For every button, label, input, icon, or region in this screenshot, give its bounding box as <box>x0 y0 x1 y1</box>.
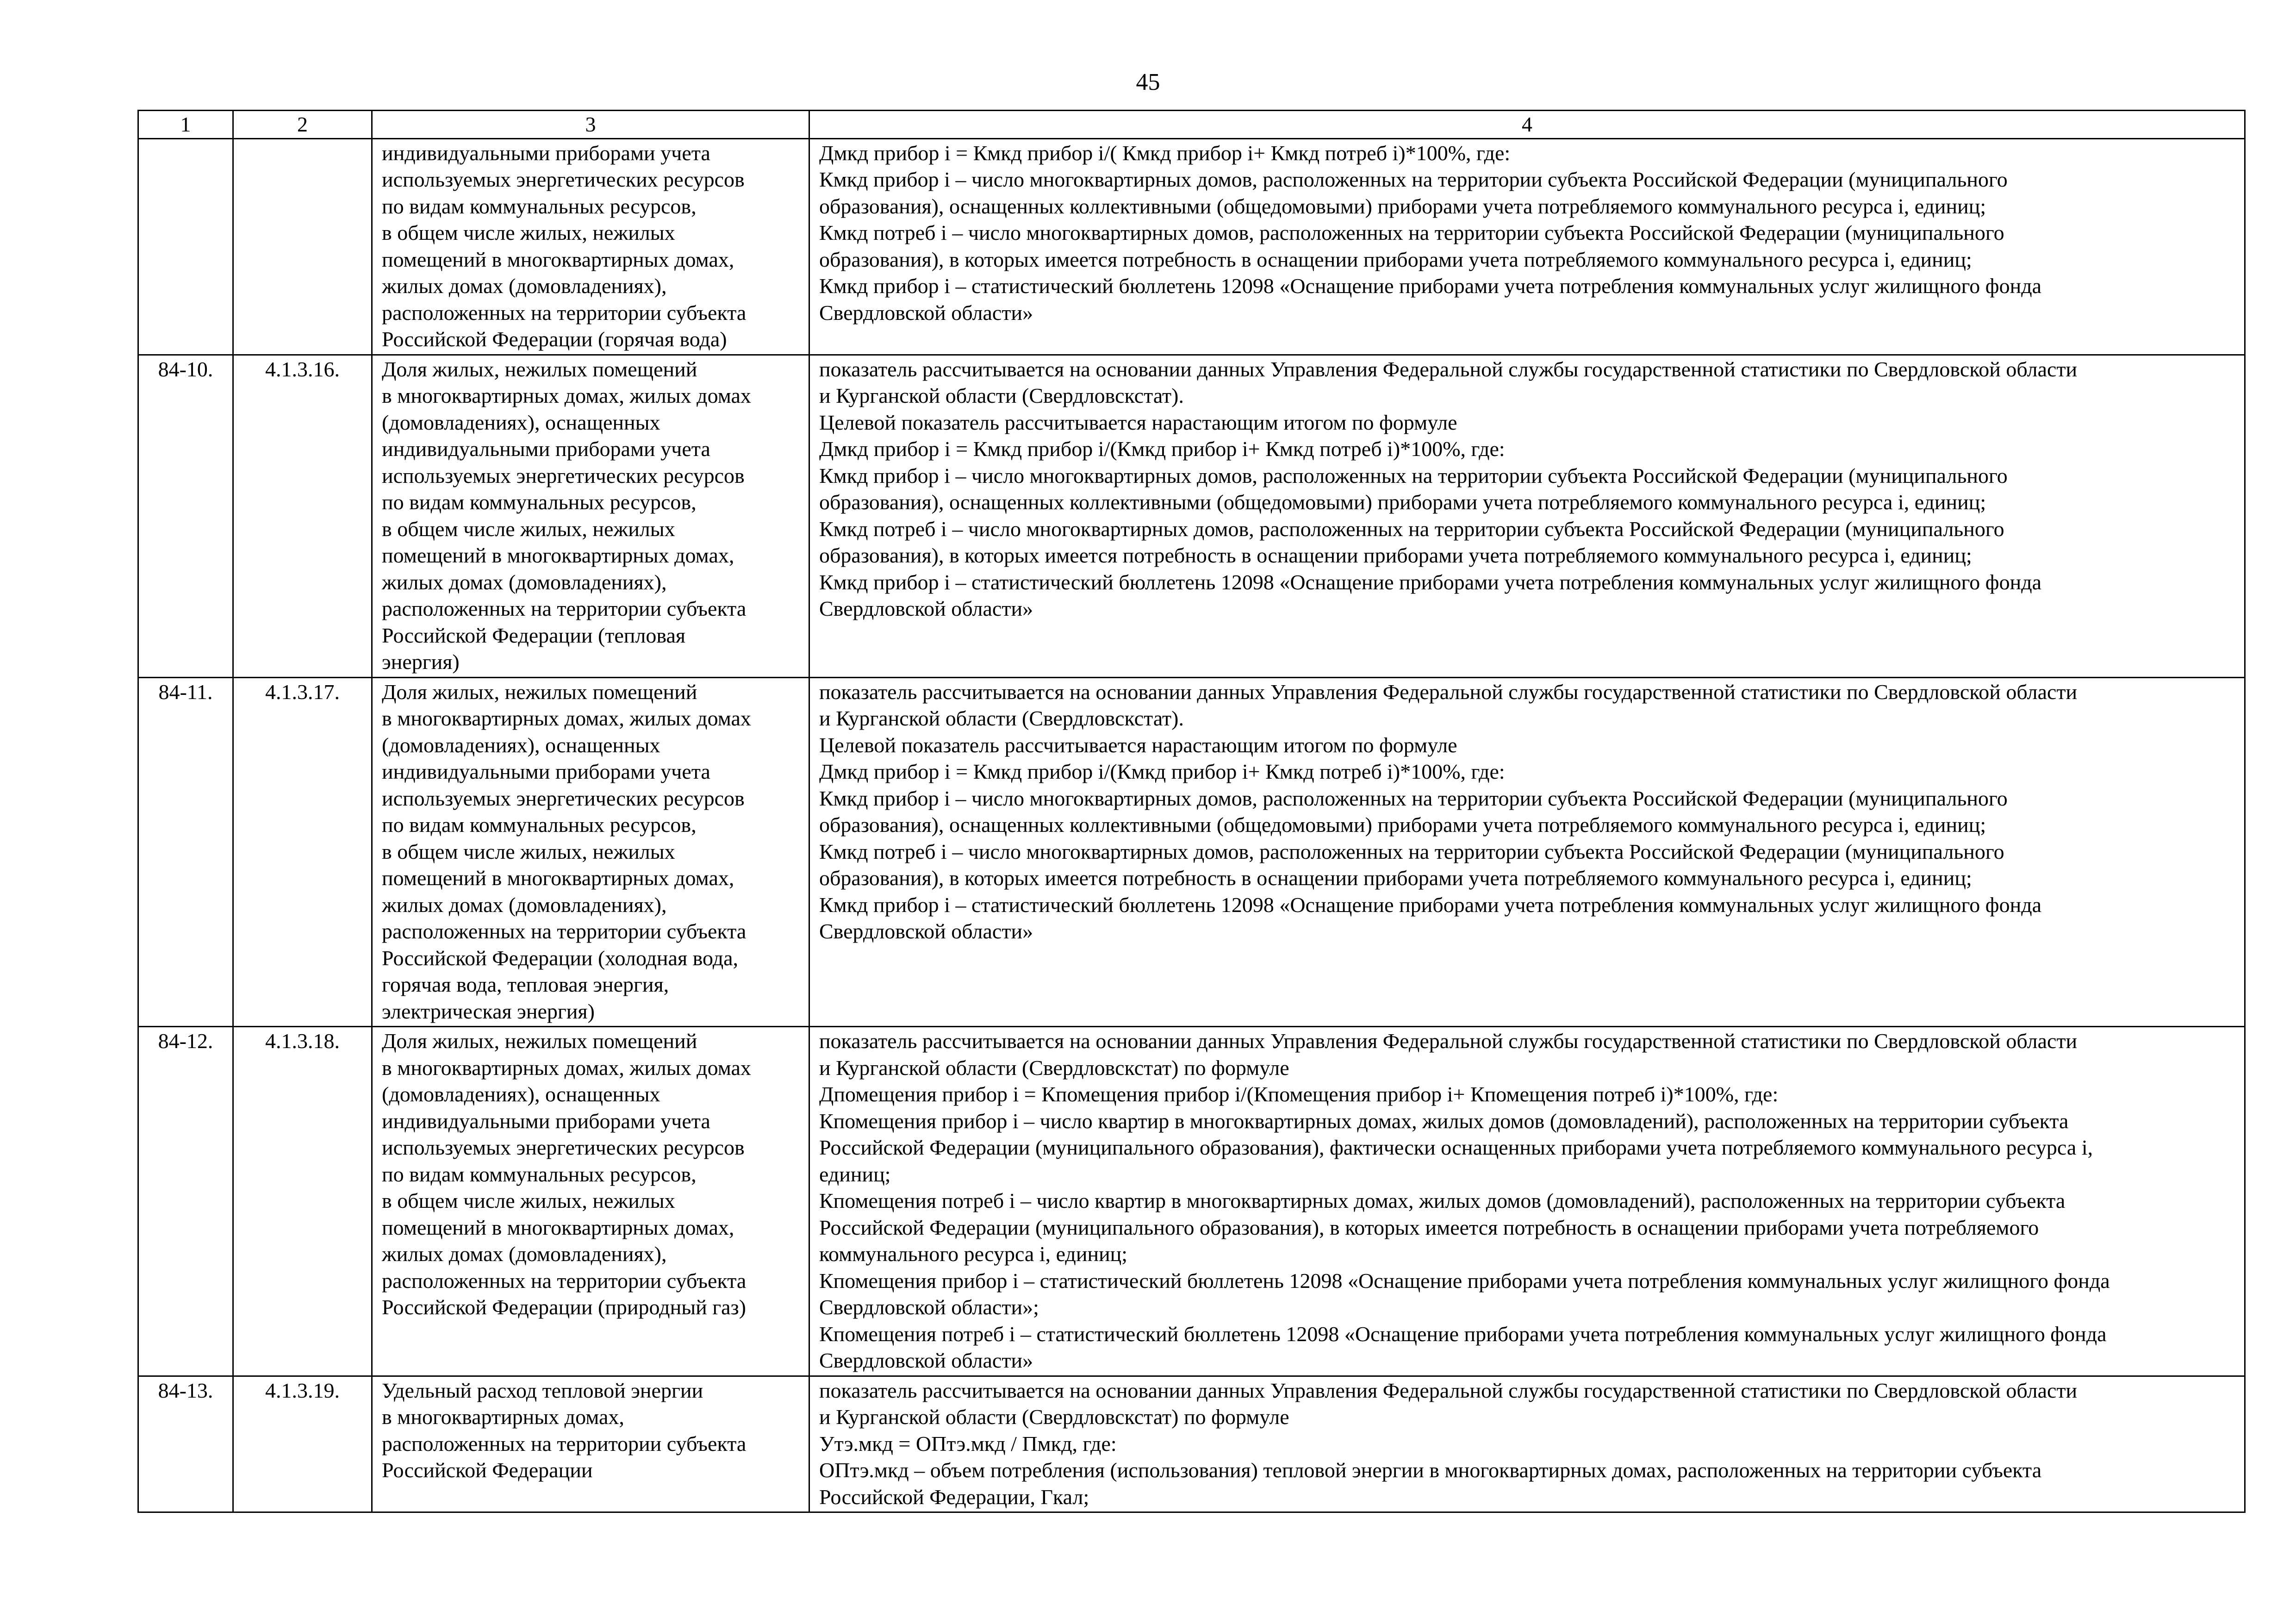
calculation-method-line: Свердловской области» <box>819 1349 1033 1372</box>
calculation-method-line: Российской Федерации (муниципального образования), фактически оснащенных приборами учета потребляемого коммунального ресурса i, <box>819 1136 2093 1159</box>
indicator-name-line: жилых домах (домовладениях), <box>382 893 667 917</box>
calculation-method-line: Кпомещения потреб i – статистический бюллетень 12098 «Оснащение приборами учета потребления коммунальных услуг жилищного фонда <box>819 1322 2107 1346</box>
indicator-name-line: жилых домах (домовладениях), <box>382 570 667 594</box>
indicator-name-line: в общем числе жилых, нежилых <box>382 517 675 541</box>
header-cell-1: 1 <box>138 111 233 139</box>
calculation-method-line: образования), оснащенных коллективными (общедомовыми) приборами учета потребляемого коммунального ресурса i, единиц; <box>819 194 1986 218</box>
calculation-method-line: и Курганской области (Свердловскстат) по формуле <box>819 1405 1289 1429</box>
indicator-table <box>137 110 2246 1513</box>
calculation-method-line: единиц; <box>819 1162 891 1186</box>
indicator-name-cell <box>372 1027 809 1376</box>
indicator-code-cell <box>233 138 372 355</box>
calculation-method-line: Целевой показатель рассчитывается нарастающим итогом по формуле <box>819 410 1457 434</box>
calculation-method-line: Кмкд потреб i – число многоквартирных домов, расположенных на территории субъекта Российской Федерации (муниципального <box>819 839 2004 863</box>
calculation-method-line: показатель рассчитывается на основании данных Управления Федеральной службы государственной статистики по Свердловской области <box>819 1378 2078 1402</box>
calculation-method-line: Свердловской области» <box>819 597 1033 620</box>
calculation-method-line: образования), оснащенных коллективными (общедомовыми) приборами учета потребляемого коммунального ресурса i, единиц; <box>819 490 1986 514</box>
page-number: 45 <box>1136 69 1160 95</box>
indicator-name-line: Доля жилых, нежилых помещений <box>382 357 697 381</box>
indicator-name-line: помещений в многоквартирных домах, <box>382 1215 734 1239</box>
row-number-cell <box>138 138 233 355</box>
indicator-name-line: Доля жилых, нежилых помещений <box>382 680 697 704</box>
header-cell-3: 3 <box>372 111 809 139</box>
indicator-name-line: Российской Федерации (тепловая <box>382 623 686 647</box>
indicator-name-line: индивидуальными приборами учета <box>382 1109 710 1133</box>
calculation-method-cell <box>809 138 2245 355</box>
indicator-name-line: в многоквартирных домах, жилых домах <box>382 706 751 730</box>
calculation-method-line: и Курганской области (Свердловскстат). <box>819 706 1184 730</box>
calculation-method-line: образования), оснащенных коллективными (общедомовыми) приборами учета потребляемого коммунального ресурса i, единиц; <box>819 813 1986 837</box>
header-cell-2: 2 <box>233 111 372 139</box>
indicator-name-line: горячая вода, тепловая энергия, <box>382 973 669 996</box>
indicator-name-line: Доля жилых, нежилых помещений <box>382 1029 697 1053</box>
table-row <box>138 138 2245 355</box>
calculation-method-line: Кпомещения прибор i – статистический бюллетень 12098 «Оснащение приборами учета потребления коммунальных услуг жилищного фонда <box>819 1268 2110 1293</box>
table-body <box>138 111 2245 1512</box>
table-row <box>138 355 2245 677</box>
calculation-method-line: и Курганской области (Свердловскстат). <box>819 384 1184 407</box>
table-row <box>138 677 2245 1027</box>
indicator-name-line: расположенных на территории субъекта <box>382 300 747 325</box>
indicator-name-cell <box>372 138 809 355</box>
calculation-method-line: ОПтэ.мкд – объем потребления (использования) тепловой энергии в многоквартирных домах, расположенных на территории субъекта <box>819 1458 2042 1482</box>
indicator-name-line: энергия) <box>382 650 460 674</box>
table-row <box>138 1027 2245 1376</box>
calculation-method-line: Дмкд прибор i = Кмкд прибор i/(Кмкд прибор i+ Кмкд потреб i)*100%, где: <box>819 760 1505 783</box>
calculation-method-line: Кпомещения прибор i – число квартир в многоквартирных домах, жилых домов (домовладений), расположенных на территории субъекта <box>819 1109 2069 1133</box>
indicator-name-line: Российской Федерации (горячая вода) <box>382 327 727 351</box>
indicator-name-cell <box>372 1376 809 1512</box>
indicator-name-line: в многоквартирных домах, жилых домах <box>382 1056 751 1080</box>
table-header-row <box>138 111 2245 139</box>
calculation-method-cell <box>809 677 2245 1027</box>
indicator-name-line: индивидуальными приборами учета <box>382 141 710 165</box>
indicator-name-line: в многоквартирных домах, жилых домах <box>382 384 751 407</box>
indicator-name-line: по видам коммунальных ресурсов, <box>382 194 697 218</box>
calculation-method-line: Свердловской области» <box>819 300 1033 325</box>
indicator-name-cell <box>372 355 809 677</box>
calculation-method-cell <box>809 1376 2245 1512</box>
calculation-method-line: Дмкд прибор i = Кмкд прибор i/(Кмкд прибор i+ Кмкд потреб i)*100%, где: <box>819 437 1505 461</box>
indicator-name-line: Российской Федерации <box>382 1458 593 1482</box>
indicator-name-line: индивидуальными приборами учета <box>382 437 710 461</box>
indicator-name-line: (домовладениях), оснащенных <box>382 733 660 757</box>
indicator-name-line: по видам коммунальных ресурсов, <box>382 813 697 837</box>
indicator-name-line: жилых домах (домовладениях), <box>382 1242 667 1266</box>
indicator-name-line: помещений в многоквартирных домах, <box>382 866 734 890</box>
indicator-name-line: Российской Федерации (природный газ) <box>382 1295 746 1319</box>
indicator-name-line: используемых энергетических ресурсов <box>382 1136 745 1159</box>
calculation-method-line: Целевой показатель рассчитывается нарастающим итогом по формуле <box>819 733 1457 757</box>
indicator-name-line: в общем числе жилых, нежилых <box>382 1189 675 1212</box>
indicator-name-line: Российской Федерации (холодная вода, <box>382 946 739 970</box>
indicator-name-line: электрическая энергия) <box>382 999 595 1023</box>
calculation-method-line: Кмкд потреб i – число многоквартирных домов, расположенных на территории субъекта Российской Федерации (муниципального <box>819 517 2004 541</box>
indicator-name-line: в многоквартирных домах, <box>382 1405 624 1429</box>
calculation-method-line: коммунального ресурса i, единиц; <box>819 1242 1128 1266</box>
calculation-method-line: Кмкд прибор i – статистический бюллетень 12098 «Оснащение приборами учета потребления коммунальных услуг жилищного фонда <box>819 570 2042 594</box>
row-number-cell: 84-11. <box>138 677 233 1027</box>
row-number-cell: 84-13. <box>138 1376 233 1512</box>
calculation-method-line: показатель рассчитывается на основании данных Управления Федеральной службы государственной статистики по Свердловской области <box>819 357 2078 381</box>
indicator-name-line: (домовладениях), оснащенных <box>382 1082 660 1106</box>
calculation-method-line: показатель рассчитывается на основании данных Управления Федеральной службы государственной статистики по Свердловской области <box>819 680 2078 704</box>
calculation-method-line: и Курганской области (Свердловскстат) по формуле <box>819 1056 1289 1080</box>
calculation-method-line: показатель рассчитывается на основании данных Управления Федеральной службы государственной статистики по Свердловской области <box>819 1029 2078 1053</box>
calculation-method-cell <box>809 1027 2245 1376</box>
indicator-name-line: (домовладениях), оснащенных <box>382 410 660 434</box>
indicator-name-line: жилых домах (домовладениях), <box>382 274 667 298</box>
calculation-method-line: Российской Федерации (муниципального образования), в которых имеется потребность в оснащении приборами учета потребляемого <box>819 1215 2039 1239</box>
calculation-method-line: Российской Федерации, Гкал; <box>819 1485 1089 1509</box>
calculation-method-line: Свердловской области»; <box>819 1295 1039 1319</box>
indicator-name-line: расположенных на территории субъекта <box>382 1268 747 1293</box>
indicator-name-line: помещений в многоквартирных домах, <box>382 247 734 271</box>
indicator-name-line: используемых энергетических ресурсов <box>382 168 745 191</box>
indicator-name-line: по видам коммунальных ресурсов, <box>382 490 697 514</box>
calculation-method-line: Кмкд прибор i – число многоквартирных домов, расположенных на территории субъекта Российской Федерации (муниципального <box>819 168 2008 191</box>
calculation-method-line: Кмкд прибор i – статистический бюллетень 12098 «Оснащение приборами учета потребления коммунальных услуг жилищного фонда <box>819 274 2042 298</box>
indicator-name-line: используемых энергетических ресурсов <box>382 786 745 810</box>
indicator-name-line: в общем числе жилых, нежилых <box>382 221 675 244</box>
calculation-method-line: Дпомещения прибор i = Кпомещения прибор i/(Кпомещения прибор i+ Кпомещения потреб i)*100%, где: <box>819 1082 1779 1106</box>
header-cell-4: 4 <box>809 111 2245 139</box>
calculation-method-line: Кмкд прибор i – число многоквартирных домов, расположенных на территории субъекта Российской Федерации (муниципального <box>819 786 2008 810</box>
indicator-name-line: индивидуальными приборами учета <box>382 760 710 783</box>
indicator-code-cell: 4.1.3.16. <box>233 355 372 677</box>
indicator-name-line: помещений в многоквартирных домах, <box>382 543 734 567</box>
calculation-method-line: образования), в которых имеется потребность в оснащении приборами учета потребляемого коммунального ресурса i, единиц; <box>819 543 1972 567</box>
indicator-name-line: используемых энергетических ресурсов <box>382 463 745 487</box>
calculation-method-cell <box>809 355 2245 677</box>
calculation-method-line: Свердловской области» <box>819 919 1033 943</box>
indicator-name-line: Удельный расход тепловой энергии <box>382 1378 703 1402</box>
indicator-name-line: по видам коммунальных ресурсов, <box>382 1162 697 1186</box>
calculation-method-line: Кмкд прибор i – статистический бюллетень 12098 «Оснащение приборами учета потребления коммунальных услуг жилищного фонда <box>819 893 2042 917</box>
indicator-name-line: в общем числе жилых, нежилых <box>382 839 675 863</box>
calculation-method-line: Кпомещения потреб i – число квартир в многоквартирных домах, жилых домов (домовладений), расположенных на территории субъекта <box>819 1189 2066 1212</box>
calculation-method-line: Кмкд прибор i – число многоквартирных домов, расположенных на территории субъекта Российской Федерации (муниципального <box>819 463 2008 487</box>
indicator-code-cell: 4.1.3.18. <box>233 1027 372 1376</box>
indicator-code-cell: 4.1.3.19. <box>233 1376 372 1512</box>
row-number-cell: 84-12. <box>138 1027 233 1376</box>
calculation-method-line: Дмкд прибор i = Кмкд прибор i/( Кмкд прибор i+ Кмкд потреб i)*100%, где: <box>819 141 1511 165</box>
calculation-method-line: Утэ.мкд = ОПтэ.мкд / Пмкд, где: <box>819 1431 1117 1455</box>
indicator-code-cell: 4.1.3.17. <box>233 677 372 1027</box>
calculation-method-line: образования), в которых имеется потребность в оснащении приборами учета потребляемого коммунального ресурса i, единиц; <box>819 247 1972 271</box>
table-row <box>138 1376 2245 1512</box>
calculation-method-line: образования), в которых имеется потребность в оснащении приборами учета потребляемого коммунального ресурса i, единиц; <box>819 866 1972 890</box>
calculation-method-line: Кмкд потреб i – число многоквартирных домов, расположенных на территории субъекта Российской Федерации (муниципального <box>819 221 2004 244</box>
indicator-name-line: расположенных на территории субъекта <box>382 597 747 620</box>
row-number-cell: 84-10. <box>138 355 233 677</box>
indicator-name-cell <box>372 677 809 1027</box>
indicator-name-line: расположенных на территории субъекта <box>382 919 747 943</box>
indicator-name-line: расположенных на территории субъекта <box>382 1431 747 1455</box>
